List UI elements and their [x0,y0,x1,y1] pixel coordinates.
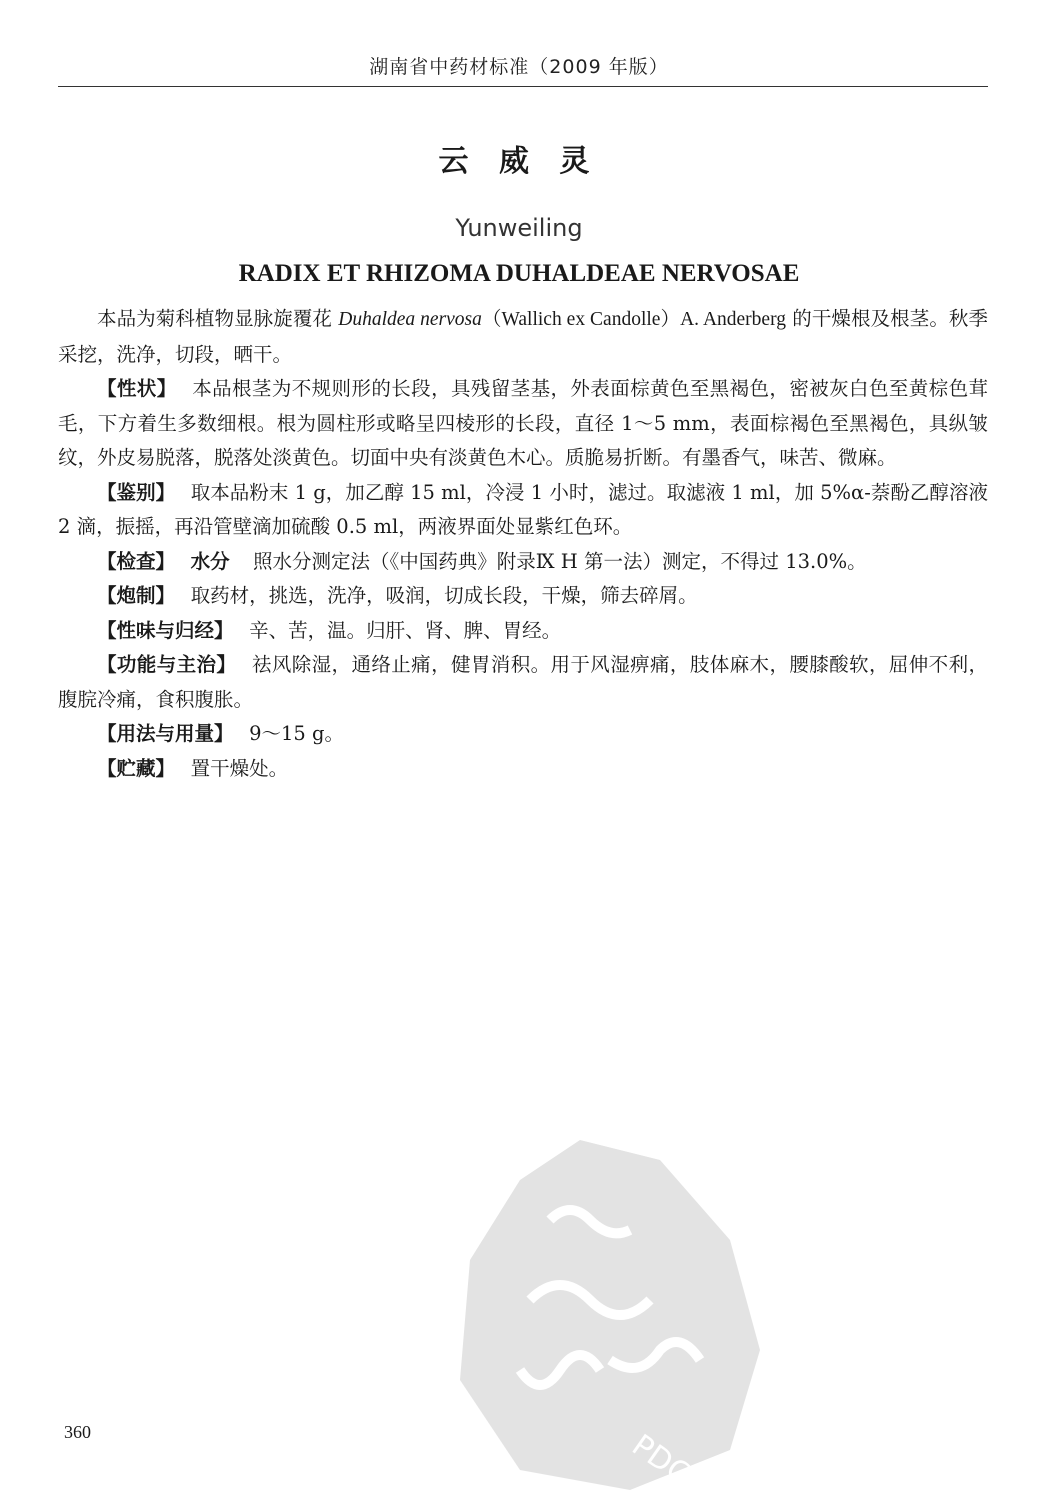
section-label: 【贮藏】 [97,756,176,780]
species-authority: （Wallich ex Candolle）A. Anderberg [481,309,786,330]
section-text-after: H 第一法）测定，不得过 13.0%。 [554,549,867,573]
section-dosage [58,717,988,752]
section-text: 辛、苦，温。归肝、肾、脾、胃经。 [249,618,562,642]
section-label: 【鉴别】 [97,480,176,504]
species-name: Duhaldea nervosa [338,309,482,330]
section-label: 【检查】 [97,549,176,573]
section-text: 祛风除湿，通络止痛，健胃消积。用于风湿痹痛，肢体麻木，腰膝酸软，屈伸不利，腹脘冷痛，食积腹胀。 [58,653,988,711]
section-text-before: 照水分测定法（《中国药典》附录 [253,549,536,573]
entry-latin-title: RADIX ET RHIZOMA DUHALDEAE NERVOSAE [238,260,800,287]
section-label: 【性味与归经】 [97,618,234,642]
section-nature [58,614,988,649]
section-identification [58,476,988,545]
section-text: 本品根茎为不规则形的长段，具残留茎基，外表面棕黄色至黑褐色，密被灰白色至黄棕色茸毛，下方着生多数细根。根为圆柱形或略呈四棱形的长段，直径 1～5 mm，表面棕褐色至黑褐色，具纵皱纹，外皮易脱落，脱落处淡黄色。切面中央有淡黄色木心。质脆易折断。有墨香气，味苦、微麻。 [58,377,988,469]
section-text: 取药材，挑选，洗净，吸润，切成长段，干燥，筛去碎屑。 [190,584,698,607]
section-label: 【功能与主治】 [97,653,237,676]
section-storage [58,752,988,787]
section-label: 【炮制】 [97,584,176,607]
roman-numeral: Ⅸ [535,549,555,573]
section-text: 取本品粉末 1 g，加乙醇 15 ml，冷浸 1 小时，滤过。取滤液 1 ml，加 5%α-萘酚乙醇溶液 2 滴，振摇，再沿管壁滴加硫酸 0.5 ml，两液界面处显紫红色环。 [58,480,988,538]
section-examination [58,545,988,580]
watermark-seal [430,1120,770,1500]
monograph-body [58,302,988,786]
section-sublabel: 水分 [190,549,230,573]
intro-prefix: 本品为菊科植物显脉旋覆花 [97,307,339,330]
section-text: 9～15 g。 [249,722,345,745]
page-number: 360 [64,1422,91,1442]
section-processing [58,579,988,614]
section-label: 【性状】 [97,377,177,400]
watermark-text: PDG [625,1427,699,1494]
entry-pinyin: Yunweiling [455,214,583,242]
section-text: 置干燥处。 [190,756,289,780]
section-label: 【用法与用量】 [97,722,234,745]
section-functions [58,648,988,717]
intro-suffix: 的干燥根及根茎。秋季采挖，洗净，切段，晒干。 [58,307,988,366]
running-header: 湖南省中药材标准（2009 年版） [369,56,669,78]
intro-paragraph [58,302,988,372]
entry-title: 云 威 灵 [438,144,600,179]
header-rule [58,86,988,87]
section-description [58,372,988,476]
